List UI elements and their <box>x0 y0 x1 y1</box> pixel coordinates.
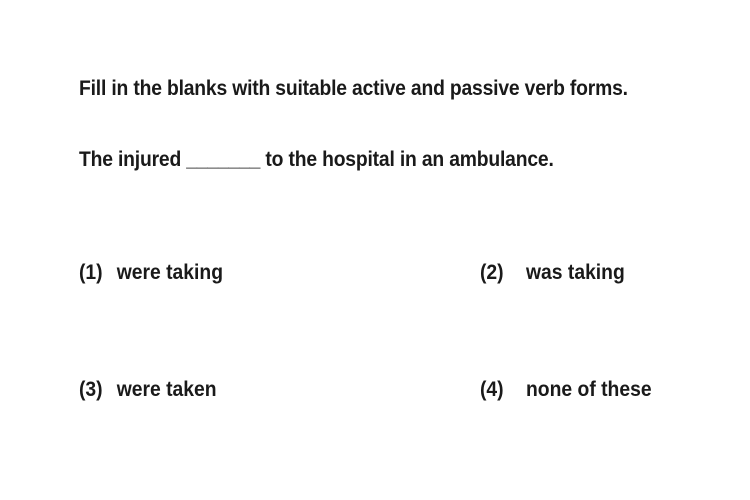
option-text: were taken <box>116 378 217 401</box>
option-number: (1) <box>79 261 103 284</box>
option-1[interactable] <box>79 261 223 285</box>
option-4[interactable] <box>480 378 652 402</box>
option-text: none of these <box>526 378 652 401</box>
option-number: (4) <box>480 378 504 401</box>
option-text: was taking <box>526 261 625 284</box>
sentence-before-blank: The injured <box>79 148 182 171</box>
answer-blank: _______ <box>186 148 261 171</box>
question-sentence <box>79 148 554 172</box>
option-number: (2) <box>480 261 504 284</box>
option-number: (3) <box>79 378 103 401</box>
option-2[interactable] <box>480 261 625 285</box>
sentence-after-blank: to the hospital in an ambulance. <box>265 148 554 171</box>
option-3[interactable] <box>79 378 217 402</box>
option-text: were taking <box>116 261 224 284</box>
question-instruction: Fill in the blanks with suitable active and passive verb forms. <box>79 77 628 100</box>
